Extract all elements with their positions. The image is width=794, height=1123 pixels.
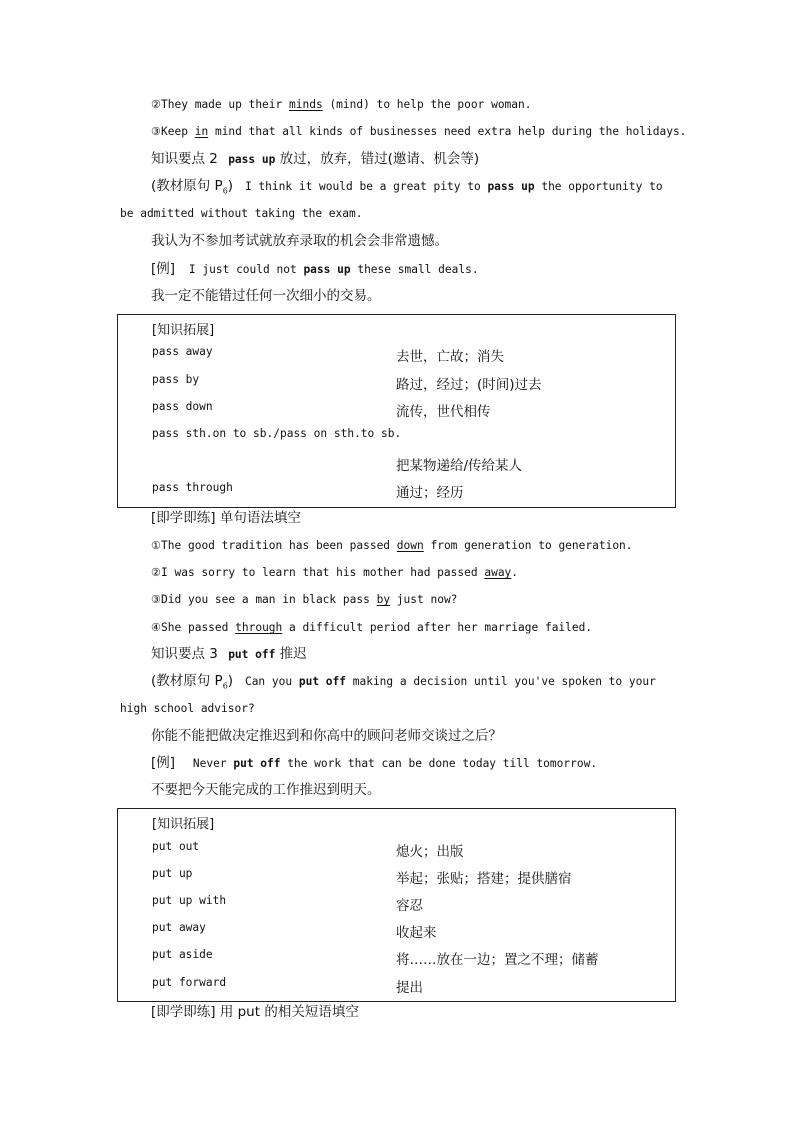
box-row [118, 840, 675, 860]
drill-answer: by [376, 593, 391, 606]
point2-example [151, 261, 479, 278]
drill-item [151, 538, 633, 554]
knowledge-expansion-box-1 [117, 314, 676, 508]
box-header: [知识拓展] [152, 323, 215, 338]
drill-text: (mind) to help the poor woman. [322, 98, 532, 111]
box-row [118, 481, 675, 501]
phrase-en: put out [152, 840, 200, 853]
box-row [118, 400, 675, 420]
drill-answer: in [194, 125, 209, 138]
point3-example-translation: 不要把今天能完成的工作推迟到明天。 [151, 782, 381, 798]
drill-answer: down [396, 539, 424, 552]
drill-text: ②I was sorry to learn that his mother had passed [151, 566, 485, 579]
source-close: ) [227, 673, 234, 689]
drill-item [151, 592, 457, 608]
example-text: these small deals. [350, 263, 479, 276]
drill-item [151, 565, 518, 581]
phrase-en: put up with [152, 894, 227, 907]
drill-item-2 [151, 97, 532, 113]
example-text: Never [192, 757, 234, 770]
drill-answer: away [484, 566, 512, 579]
drill-text: . [511, 566, 519, 579]
example-phrase: pass up [303, 263, 351, 276]
drill-item-3 [151, 124, 686, 140]
point2-source-line2: be admitted without taking the exam. [120, 207, 363, 220]
example-text: I just could not [188, 263, 304, 276]
phrase-en: put away [152, 921, 206, 934]
phrase-en: pass by [152, 373, 200, 386]
drill-title: [即学即练] 用 put 的相关短语填空 [151, 1004, 359, 1020]
point-meaning: 推迟 [275, 646, 307, 662]
box-header: [知识拓展] [152, 817, 215, 832]
source-label: (教材原句 P [151, 673, 223, 689]
source-text: the opportunity to [534, 180, 663, 193]
source-phrase: put off [298, 675, 346, 688]
phrase-en: pass through [152, 481, 233, 494]
source-text: making a decision until you've spoken to your [346, 675, 656, 688]
point-label: 知识要点 3 [151, 646, 218, 662]
phrase-en: pass down [152, 400, 213, 413]
phrase-zh: 流传，世代相传 [396, 404, 491, 420]
drill-text: ④She passed [151, 621, 236, 634]
drill-text: ②They made up their [151, 98, 290, 111]
drill-text: from generation to generation. [423, 539, 633, 552]
phrase-zh: 容忍 [396, 898, 423, 914]
phrase-zh: 把某物递给/传给某人 [396, 458, 523, 474]
drill-answer: through [235, 621, 283, 634]
phrase-zh: 收起来 [396, 925, 437, 941]
drill-item [151, 620, 592, 636]
source-close: ) [227, 178, 234, 194]
box-row [118, 373, 675, 393]
drill-text: a difficult period after her marriage failed. [282, 621, 593, 634]
example-text: the work that can be done today till tomorrow. [280, 757, 598, 770]
example-label: [例] [151, 261, 176, 277]
point2-example-translation: 我一定不能错过任何一次细小的交易。 [151, 288, 381, 304]
box-row [118, 894, 675, 914]
source-page: 6 [222, 681, 228, 691]
drill-text: ①The good tradition has been passed [151, 539, 397, 552]
phrase-zh: 举起；张贴；搭建；提供膳宿 [396, 871, 572, 887]
drill-text: ③Did you see a man in black pass [151, 593, 377, 606]
box-row [118, 454, 675, 474]
phrase-en: put aside [152, 948, 213, 961]
source-label: (教材原句 P [151, 178, 223, 194]
example-phrase: put off [233, 757, 281, 770]
drill-answer: minds [289, 98, 323, 111]
point-label: 知识要点 2 [151, 151, 218, 167]
phrase-en: put up [152, 867, 193, 880]
drill-text: just now? [390, 593, 458, 606]
drill-title: [即学即练] 单句语法填空 [151, 510, 301, 526]
box-row [118, 948, 675, 968]
source-phrase: pass up [487, 180, 535, 193]
source-text: Can you [244, 675, 299, 688]
point3-source-line2: high school advisor? [120, 702, 255, 715]
phrase-zh: 去世，亡故；消失 [396, 349, 504, 365]
point3-source-translation: 你能不能把做决定推迟到和你高中的顾问老师交谈过之后？ [151, 728, 502, 744]
example-label: [例] [151, 755, 176, 771]
source-page: 6 [222, 186, 228, 196]
point2-source-translation: 我认为不参加考试就放弃录取的机会会非常遗憾。 [151, 233, 448, 249]
point3-example [151, 755, 597, 772]
point2-source [151, 178, 663, 199]
box-row [118, 976, 675, 996]
point2-heading [151, 151, 479, 168]
phrase-zh: 熄火；出版 [396, 844, 464, 860]
point3-source [151, 673, 656, 694]
point-phrase: put off [228, 648, 276, 661]
phrase-zh: 将……放在一边；置之不理；储蓄 [396, 952, 599, 968]
box-row [118, 867, 675, 887]
drill-text: mind that all kinds of businesses need extra help during the holidays. [208, 125, 687, 138]
box-row [118, 345, 675, 365]
point-meaning: 放过，放弃，错过(邀请、机会等) [275, 151, 480, 167]
phrase-zh: 通过；经历 [396, 485, 464, 501]
knowledge-expansion-box-2 [117, 808, 676, 1002]
box-row [118, 427, 675, 447]
phrase-en: pass away [152, 345, 213, 358]
point3-heading [151, 646, 307, 663]
phrase-en: put forward [152, 976, 227, 989]
point-phrase: pass up [228, 153, 276, 166]
phrase-en: pass sth.on to sb./pass on sth.to sb. [152, 427, 402, 440]
phrase-zh: 提出 [396, 980, 423, 996]
phrase-zh: 路过，经过；(时间)过去 [396, 377, 542, 393]
source-text: I think it would be a great pity to [244, 180, 488, 193]
drill-text: ③Keep [151, 125, 195, 138]
box-row [118, 921, 675, 941]
